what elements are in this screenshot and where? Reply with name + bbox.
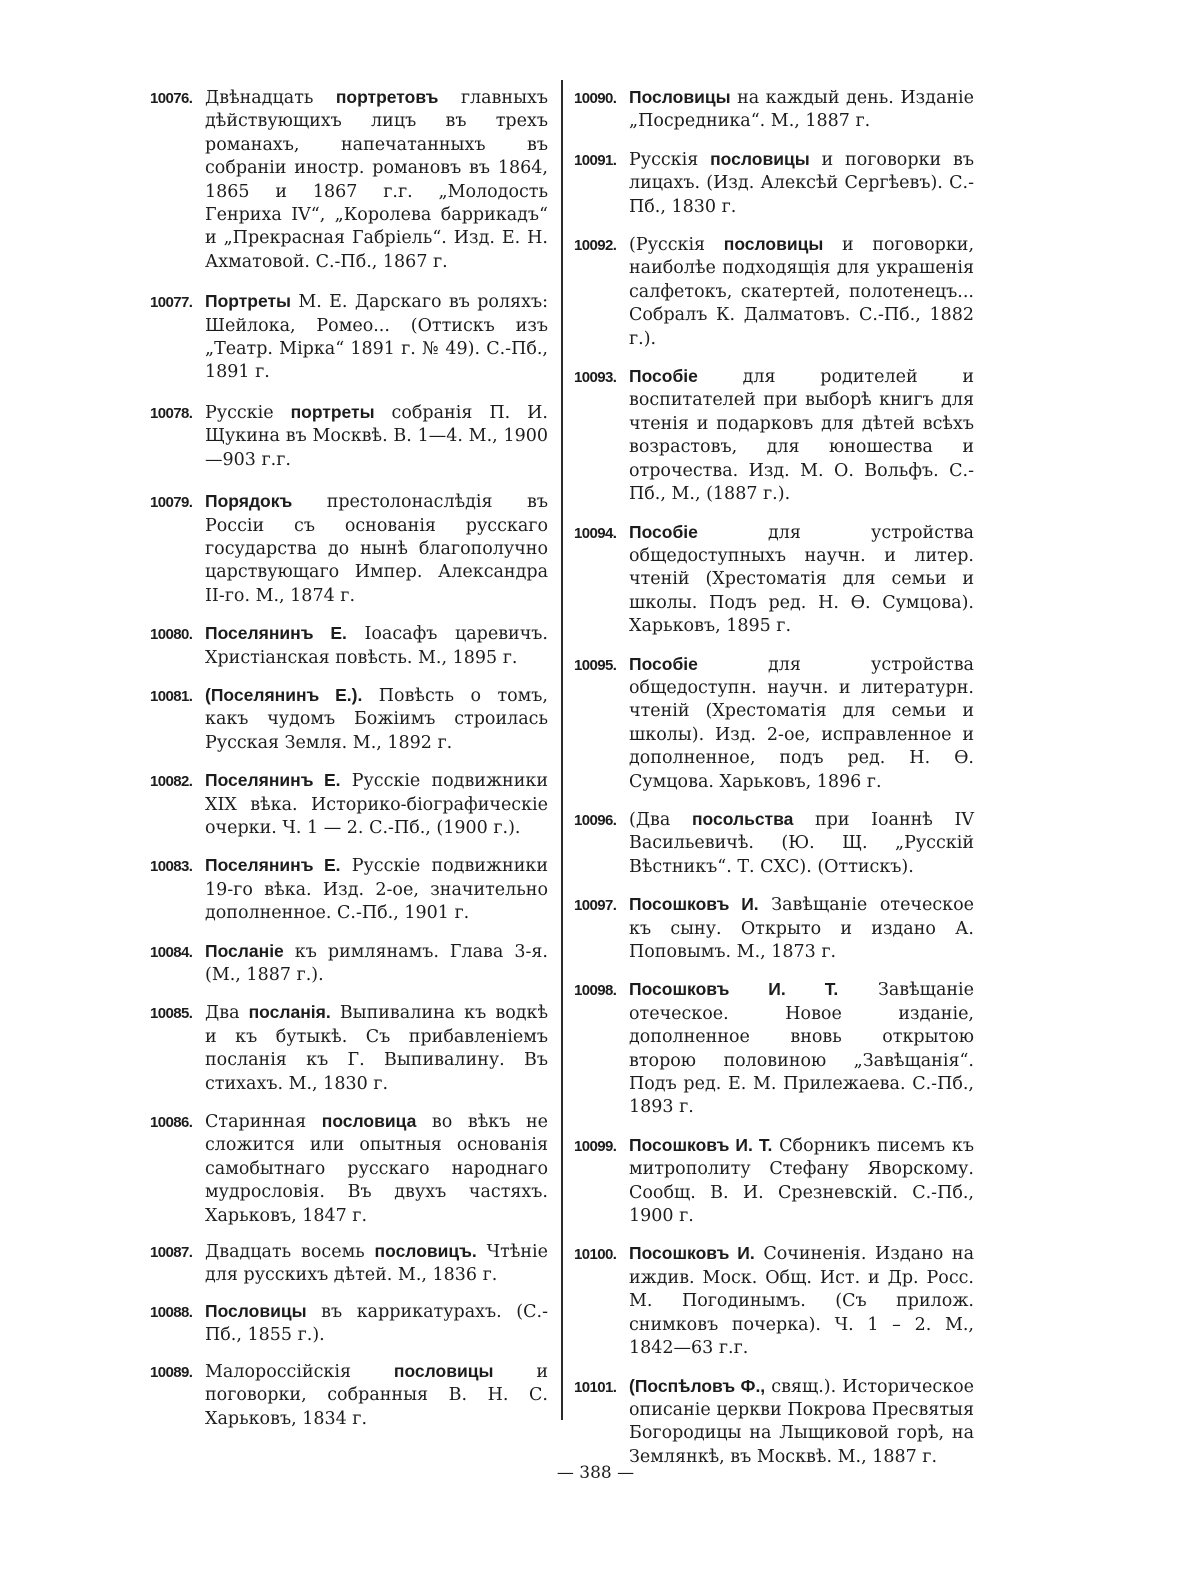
entry-keyword: Пособіе (629, 653, 698, 674)
entry-text (205, 490, 548, 608)
catalog-entry (150, 290, 548, 385)
entry-keyword: Порядокъ (205, 491, 293, 512)
catalog-entry (150, 86, 548, 274)
entry-text-post: Іоасафъ царевичъ. Христіанская повѣсть. М., 1895 г. (205, 624, 548, 668)
left-column (150, 78, 548, 1431)
entry-text-post: для устройства общедоступныхъ научн. и литер. чтеній (Хрестоматія для семьи и школы. Подъ ред. Н. Ѳ. Сумцова). Харьковъ, 1895 г. (629, 522, 974, 637)
entry-text-pre: Малороссійскія (205, 1361, 394, 1382)
entry-keyword: Посланіе (205, 940, 284, 961)
entry-text-post: при Іоаннѣ IV Васильевичѣ. (Ю. Щ. „Русскій Вѣстникъ“. Т. СХС). (Оттискъ). (629, 809, 974, 877)
entry-text-post: М. Е. Дарскаго въ роляхъ: Шейлока, Ромео... (Оттискъ изъ „Театр. Мірка“ 1891 г. № 49). С.-Пб., 1891 г. (205, 292, 548, 383)
entry-number: 10076. (150, 90, 193, 107)
entry-keyword: Посошковъ И. (629, 894, 759, 915)
column-divider (561, 80, 563, 1420)
entry-number: 10082. (150, 773, 193, 791)
catalog-entry (150, 854, 548, 925)
entry-number: 10078. (150, 404, 193, 422)
entry-keyword: Пословицы (629, 87, 731, 107)
catalog-entry (150, 1110, 548, 1228)
catalog-entry (574, 1242, 974, 1360)
catalog-entry (574, 148, 974, 219)
entry-text (205, 1240, 548, 1288)
right-column (574, 78, 974, 1469)
entry-text (629, 86, 974, 134)
entry-text (205, 1001, 548, 1096)
entry-text-post: во вѣкъ не сложится или опытныя основанія самобытнаго русскаго народнаго мудрословія. Въ двухъ частяхъ. Харьковъ, 1847 г. (205, 1112, 548, 1226)
entry-number: 10083. (150, 858, 193, 876)
entry-number: 10084. (150, 943, 193, 961)
entry-number: 10093. (574, 369, 617, 387)
entry-number: 10096. (574, 811, 617, 829)
catalog-entry (574, 86, 974, 134)
entry-keyword: Портреты (205, 291, 292, 312)
entry-text (205, 86, 548, 274)
catalog-entry (574, 1375, 974, 1470)
entry-keyword: посольства (691, 808, 794, 829)
entry-text-post: Выпивалина къ водкѣ и къ бутыкѣ. Съ прибавленіемъ посланія къ Г. Выпивалину. Въ стихахъ. М., 1830 г. (205, 1003, 548, 1094)
entry-keyword: Посошковъ И. (629, 1243, 755, 1264)
entry-keyword: Пословицы (205, 1300, 307, 1321)
entry-text-post: Завѣщаніе отеческое. Новое изданіе, дополненное вновь открытою второю половиною „Завѣщанія“. Подъ ред. Е. М. Прилежаева. С.-Пб., 1893 г. (629, 980, 974, 1118)
entry-number: 10100. (574, 1246, 617, 1264)
entry-keyword: пословицы (710, 148, 810, 169)
entry-keyword: Посошковъ И. Т. (629, 1134, 773, 1155)
entry-text-post: въ каррикатурахъ. (С.-Пб., 1855 г.). (205, 1301, 548, 1346)
catalog-entry (150, 940, 548, 988)
entry-keyword: портреты (290, 401, 375, 422)
entry-text-pre: Два (205, 1003, 249, 1024)
entry-keyword: Пособіе (629, 366, 698, 387)
entry-keyword: Пособіе (629, 521, 698, 542)
entry-number: 10085. (150, 1005, 193, 1023)
entry-text (629, 233, 974, 351)
entry-number: 10088. (150, 1303, 193, 1321)
entry-number: 10087. (150, 1244, 193, 1262)
entry-text-post: Завѣщаніе отеческое къ сыну. Открыто и издано А. Поповымъ. М., 1873 г. (629, 895, 974, 962)
entry-text-pre: Двадцать восемь (205, 1242, 375, 1263)
entry-keyword: посланія. (248, 1002, 331, 1023)
entry-text (205, 622, 548, 670)
entry-keyword: пословицъ. (374, 1241, 477, 1262)
entry-text-post: для родителей и воспитателей при выборѣ книгъ для чтенія и подарковъ для дѣтей всѣхъ возрастовъ, для юношества и отрочества. Изд. М. О. Вольфъ. С.-Пб., М., (1887 г.). (629, 367, 974, 505)
catalog-entry (150, 1300, 548, 1348)
catalog-entry (574, 1134, 974, 1229)
entry-text (205, 684, 548, 755)
entry-text-pre: Русскія (629, 149, 711, 170)
entry-text (205, 940, 548, 988)
catalog-entry (150, 769, 548, 840)
entry-text-post: и поговорки, наиболѣе подходящія для украшенія салфетокъ, скатертей, полотенецъ... Собралъ К. Далматовъ. С.-Пб., 1882 г.). (629, 235, 975, 349)
catalog-entry (574, 978, 974, 1119)
entry-keyword: Поселянинъ Е. (205, 623, 347, 644)
entry-text (629, 653, 974, 794)
entry-number: 10089. (150, 1363, 193, 1381)
entry-number: 10098. (574, 982, 617, 1000)
catalog-entry (150, 1001, 548, 1096)
entry-keyword: пословицы (393, 1360, 494, 1381)
entry-keyword: Поселянинъ Е. (205, 855, 341, 876)
entry-text (205, 769, 548, 840)
entry-number: 10101. (574, 1378, 617, 1396)
catalog-entry (574, 233, 974, 351)
entry-text-post: къ римлянамъ. Глава 3-я. (М., 1887 г.). (205, 941, 548, 985)
entry-text-pre: Русскіе (205, 402, 291, 423)
entry-keyword: Поселянинъ Е. (205, 770, 341, 791)
catalog-entry (150, 1240, 548, 1288)
catalog-entry (574, 521, 974, 639)
entry-number: 10097. (574, 897, 617, 915)
entry-text (205, 1110, 548, 1228)
entry-text-post: Русскіе подвижники 19-го вѣка. Изд. 2-ое, значительно дополненное. С.-Пб., 1901 г. (205, 856, 548, 924)
entry-text-pre: Двѣнадцать (205, 88, 336, 108)
entry-text-post: главныхъ дѣйствующихъ лицъ въ трехъ романахъ, напечатанныхъ въ собраніи иностр. романовъ въ 1864, 1865 и 1867 г.г. „Молодость Генриха IV“, „Королева баррикадъ“ и „Прекрасная Габріель“. Изд. Е. Н. Ахматовой. С.-Пб., 1867 г. (205, 88, 549, 272)
entry-text-pre: (Два (629, 809, 692, 830)
entry-text-post: Повѣсть о томъ, какъ чудомъ Божіимъ строилась Русская Земля. М., 1892 г. (205, 685, 548, 753)
entry-keyword: (Поселянинъ Е.). (205, 684, 363, 705)
entry-keyword: портретовъ (335, 87, 439, 107)
entry-text (205, 1300, 548, 1348)
entry-text (629, 365, 974, 506)
entry-keyword: пословица (321, 1111, 417, 1132)
entry-number: 10079. (150, 494, 193, 512)
entry-text (629, 1134, 974, 1229)
entry-number: 10091. (574, 151, 617, 169)
entry-text-post: Сборникъ писемъ къ митрополиту Стефану Яворскому. Сообщ. В. И. Срезневскій. С.-Пб., 1900 г. (629, 1135, 974, 1227)
catalog-entry (150, 401, 548, 472)
catalog-entry (574, 893, 974, 964)
entry-number: 10081. (150, 687, 193, 705)
catalog-entry (574, 365, 974, 506)
entry-text (629, 978, 974, 1119)
entry-text-post: для устройства общедоступн. научн. и литературн. чтеній (Хрестоматія для семьи и школы). Изд. 2-ое, исправленное и дополненное, подъ ред. Н. Ѳ. Сумцова. Харьковъ, 1896 г. (629, 654, 974, 792)
entry-text (629, 148, 974, 219)
entry-text-post: Сочиненія. Издано на иждив. Моск. Общ. Ист. и Др. Росс. М. Погодинымъ. (Съ прилож. снимковъ почерка). Ч. 1 – 2. М., 1842—63 г.г. (629, 1244, 974, 1359)
entry-keyword: пословицы (723, 234, 824, 255)
entry-text (205, 401, 548, 472)
entry-number: 10077. (150, 294, 193, 312)
entry-text (205, 854, 548, 925)
entry-text-post: Русскіе подвижники XIX вѣка. Историко-біографическіе очерки. Ч. 1 — 2. С.-Пб., (1900 г.). (205, 771, 548, 838)
entry-number: 10094. (574, 524, 617, 542)
entry-text-post: свящ.). Историческое описаніе церкви Покрова Пресвятыя Богородицы на Лыщиковой горѣ, на Землянкѣ, въ Москвѣ. М., 1887 г. (629, 1376, 974, 1467)
entry-keyword: Посошковъ И. Т. (629, 979, 839, 1000)
catalog-entry (574, 808, 974, 879)
entry-text-pre: (Русскія (629, 235, 724, 256)
catalog-entry (150, 1360, 548, 1431)
entry-text (629, 1242, 974, 1360)
entry-text (205, 290, 548, 385)
entry-number: 10095. (574, 656, 617, 674)
entry-text-post: на каждый день. Изданіе „Посредника“. М., 1887 г. (629, 88, 974, 132)
entry-text (629, 1375, 974, 1470)
entry-text-post: и поговорки, собранныя В. Н. С. Харьковъ, 1834 г. (205, 1361, 548, 1429)
entry-text-post: престолонаслѣдія въ Россіи съ основанія русскаго государства до нынѣ благополучно царствующаго Импер. Александра II-го. М., 1874 г. (205, 492, 548, 606)
page-number: — 388 — (556, 1463, 635, 1483)
catalog-entry (574, 653, 974, 794)
entry-text (629, 521, 974, 639)
catalog-entry (150, 490, 548, 608)
entry-text-post: Чтѣніе для русскихъ дѣтей. М., 1836 г. (205, 1242, 548, 1286)
entry-number: 10099. (574, 1137, 617, 1155)
entry-text-post: собранія П. И. Щукина въ Москвѣ. В. 1—4. М., 1900—903 г.г. (205, 402, 548, 470)
entry-keyword: (Поспѣловъ Ф., (629, 1375, 766, 1396)
entry-text (629, 808, 974, 879)
entry-number: 10086. (150, 1114, 193, 1132)
entry-text (629, 893, 974, 964)
entry-number: 10092. (574, 237, 617, 255)
entry-number: 10080. (150, 626, 193, 644)
entry-text-post: и поговорки въ лицахъ. (Изд. Алексѣй Сергѣевъ). С.-Пб., 1830 г. (629, 149, 974, 217)
entry-text-pre: Старинная (205, 1112, 322, 1133)
entry-text (205, 1360, 548, 1431)
catalog-entry (150, 684, 548, 755)
entry-number: 10090. (574, 90, 617, 107)
catalog-entry (150, 622, 548, 670)
